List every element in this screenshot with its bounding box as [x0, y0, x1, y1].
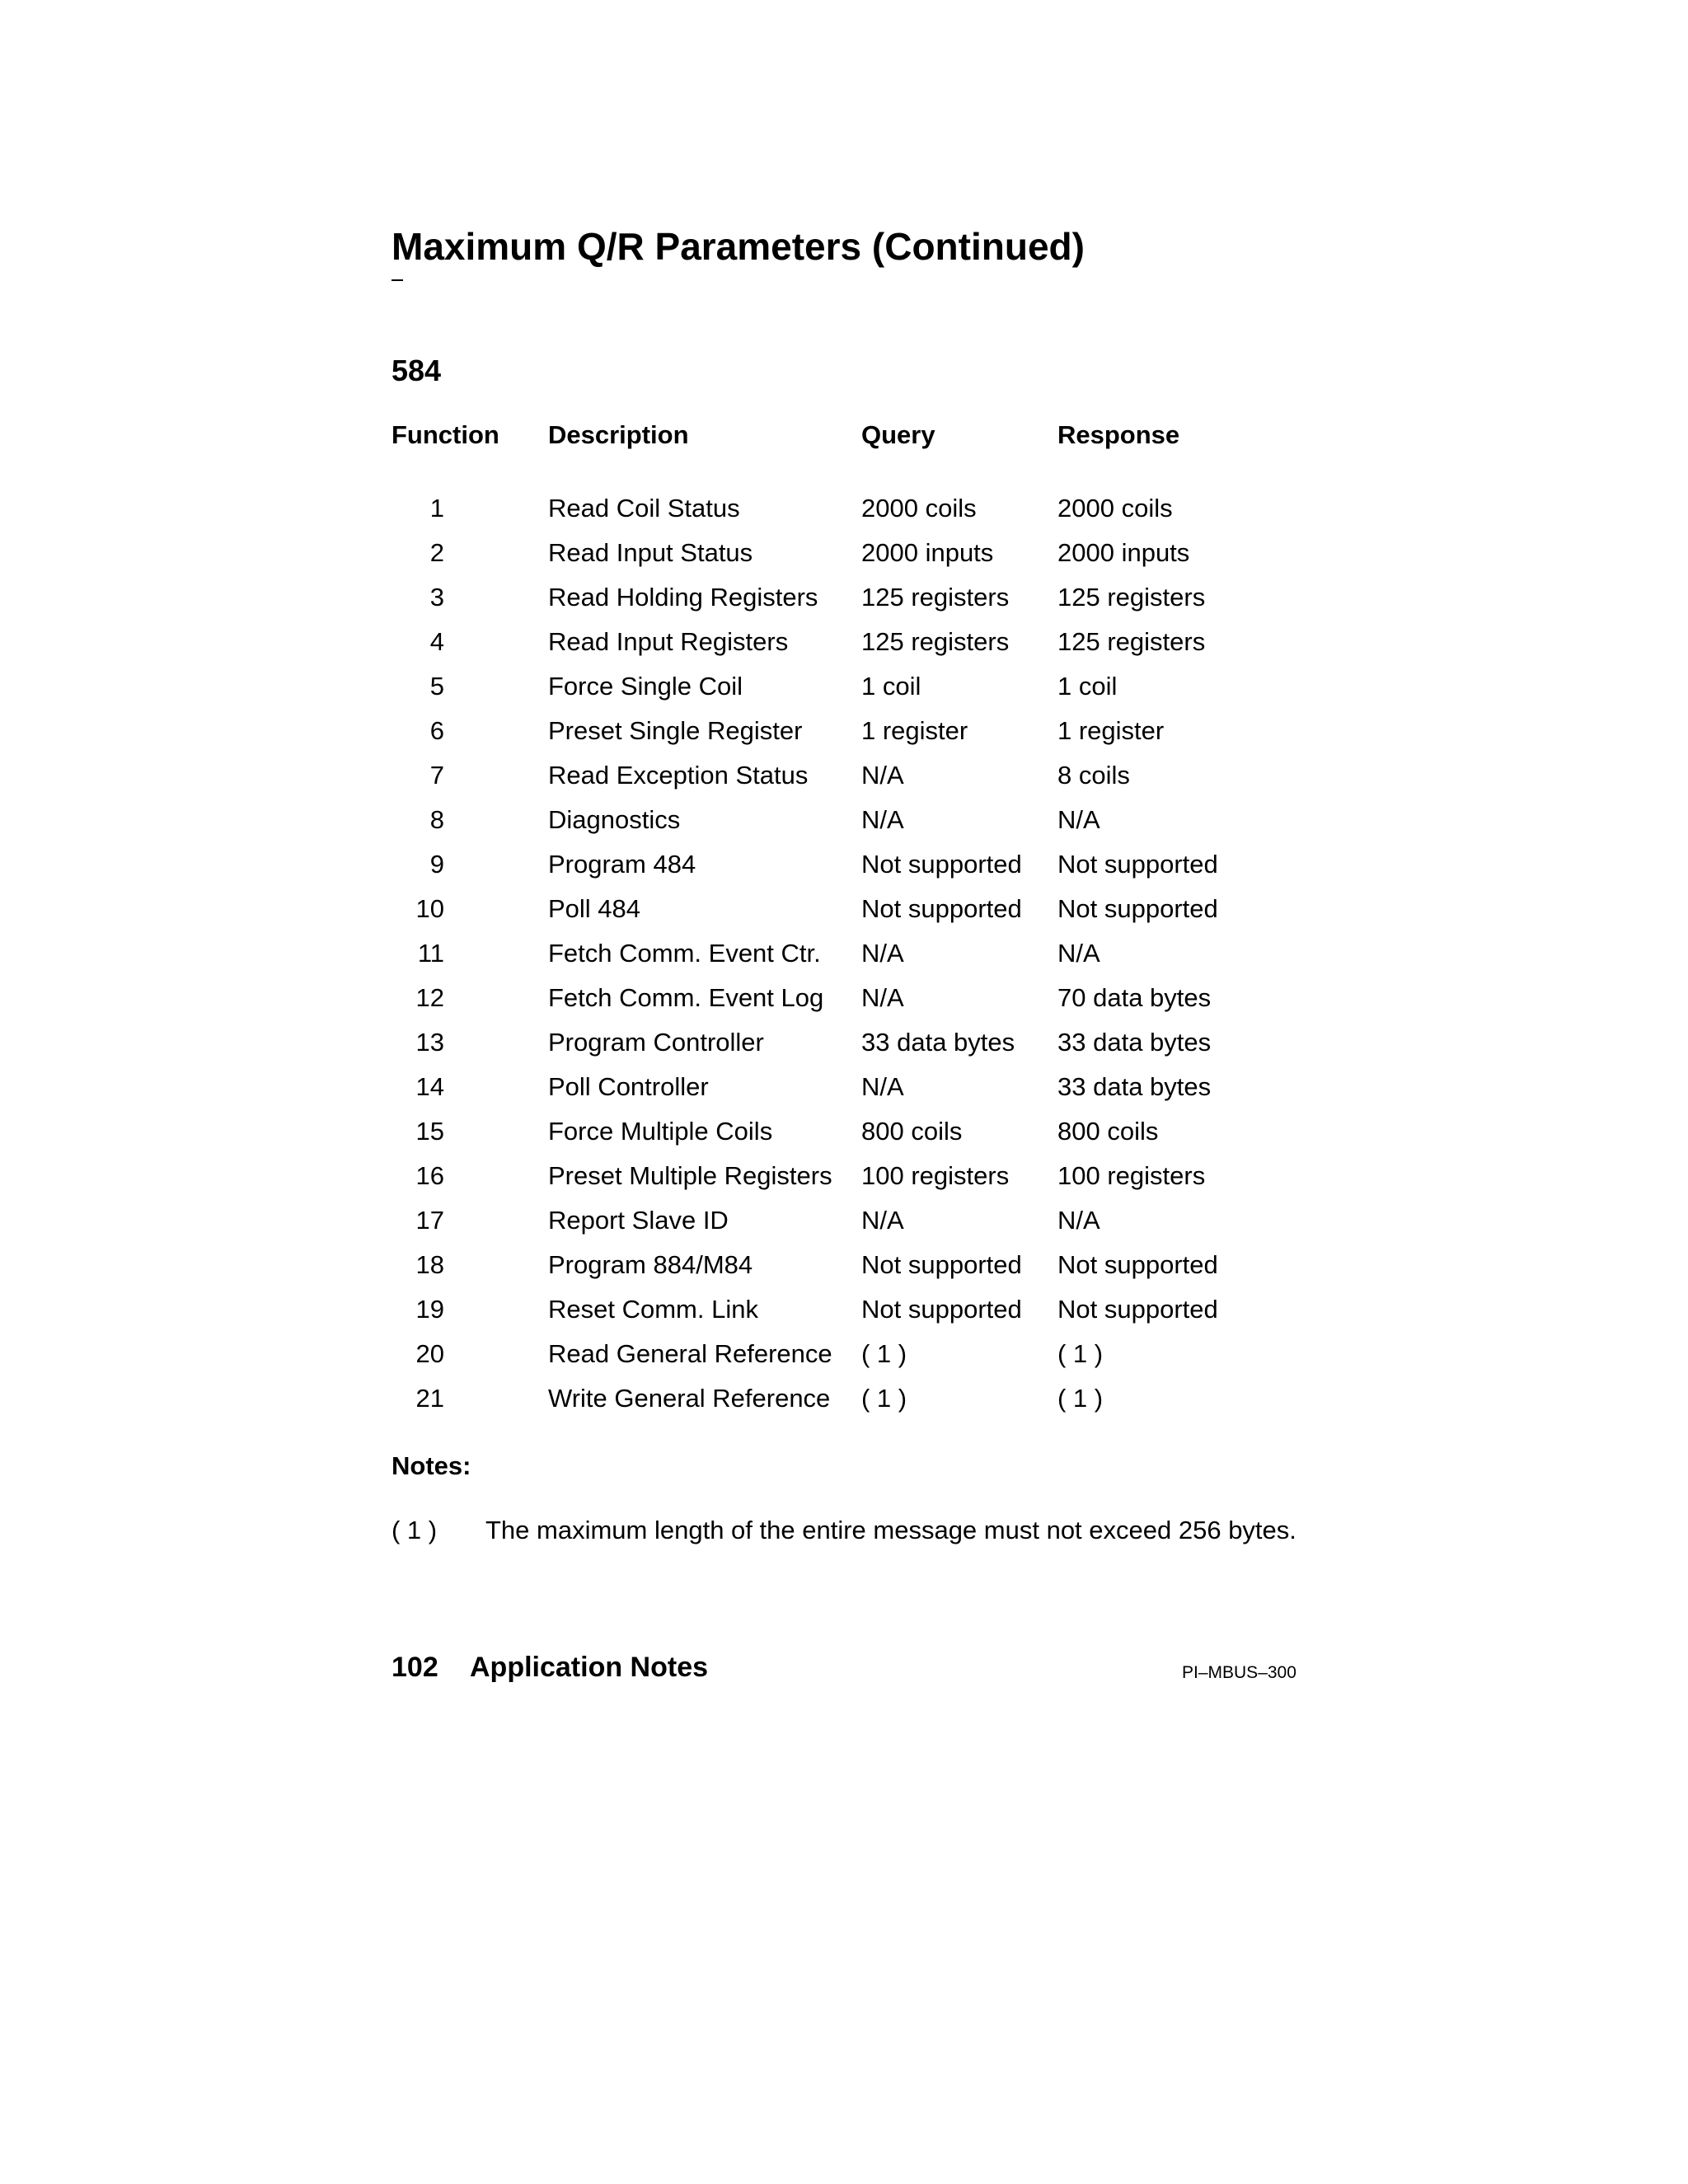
cell-response: N/A: [1057, 939, 1100, 968]
cell-query: Not supported: [861, 850, 1022, 879]
cell-response: 100 registers: [1057, 1161, 1206, 1190]
cell-response: 2000 inputs: [1057, 538, 1190, 567]
cell-function: 19: [415, 1295, 444, 1324]
cell-description: Force Single Coil: [548, 672, 743, 701]
cell-query: 125 registers: [861, 627, 1010, 656]
cell-response: Not supported: [1057, 1295, 1218, 1324]
cell-query: Not supported: [861, 1295, 1022, 1324]
table-row: [392, 842, 1272, 887]
cell-response: Not supported: [1057, 894, 1218, 923]
cell-response: 33 data bytes: [1057, 1072, 1212, 1101]
table-row: [392, 1109, 1272, 1154]
cell-function: 6: [429, 716, 444, 745]
header-description: Description: [548, 420, 689, 449]
cell-description: Read Coil Status: [548, 494, 740, 523]
cell-response: Not supported: [1057, 850, 1218, 879]
cell-description: Diagnostics: [548, 805, 681, 834]
cell-response: 125 registers: [1057, 583, 1206, 612]
note-marker: ( 1 ): [392, 1516, 438, 1544]
cell-description: Program Controller: [548, 1028, 764, 1057]
table-row: [392, 1332, 1272, 1376]
table-row: [392, 1376, 1272, 1421]
cell-function: 13: [415, 1028, 444, 1057]
cell-function: 8: [429, 805, 444, 834]
header-function: Function: [392, 420, 499, 449]
cell-query: Not supported: [861, 894, 1022, 923]
cell-response: 1 register: [1057, 716, 1165, 745]
cell-description: Fetch Comm. Event Log: [548, 983, 824, 1012]
table-row: [392, 931, 1272, 976]
cell-description: Read General Reference: [548, 1339, 832, 1368]
cell-query: ( 1 ): [861, 1384, 907, 1413]
cell-description: Write General Reference: [548, 1384, 831, 1413]
table-row: [392, 709, 1272, 753]
cell-response: Not supported: [1057, 1250, 1218, 1279]
cell-description: Program 484: [548, 850, 696, 879]
cell-function: 1: [429, 494, 444, 523]
section-heading: 584: [392, 354, 442, 387]
cell-description: Report Slave ID: [548, 1206, 729, 1235]
cell-description: Program 884/M84: [548, 1250, 753, 1279]
cell-query: N/A: [861, 1072, 904, 1101]
cell-description: Preset Multiple Registers: [548, 1161, 832, 1190]
note-text: The maximum length of the entire message must not exceed 256 bytes.: [485, 1516, 1296, 1544]
cell-response: ( 1 ): [1057, 1339, 1104, 1368]
table-row: [392, 531, 1272, 575]
cell-function: 9: [429, 850, 444, 879]
cell-response: 125 registers: [1057, 627, 1206, 656]
footer-document-code: PI–MBUS–300: [1182, 1663, 1296, 1682]
cell-query: N/A: [861, 939, 904, 968]
cell-query: 100 registers: [861, 1161, 1010, 1190]
cell-query: ( 1 ): [861, 1339, 907, 1368]
footer-page-number: 102: [392, 1652, 438, 1683]
note-item: [392, 1516, 1296, 1545]
cell-function: 2: [429, 538, 444, 567]
table-row: [392, 575, 1272, 620]
title-underline-mark: [392, 279, 403, 281]
table-row: [392, 976, 1272, 1020]
cell-function: 12: [415, 983, 444, 1012]
table-row: [392, 1154, 1272, 1198]
cell-function: 10: [415, 894, 444, 923]
cell-query: 33 data bytes: [861, 1028, 1015, 1057]
cell-description: Read Input Status: [548, 538, 753, 567]
cell-description: Force Multiple Coils: [548, 1117, 773, 1146]
cell-function: 15: [415, 1117, 444, 1146]
table-row: [392, 887, 1272, 931]
cell-function: 14: [415, 1072, 444, 1101]
cell-description: Read Exception Status: [548, 761, 809, 790]
table-row: [392, 1287, 1272, 1332]
table-row: [392, 753, 1272, 798]
cell-description: Read Holding Registers: [548, 583, 818, 612]
cell-function: 18: [415, 1250, 444, 1279]
cell-response: N/A: [1057, 805, 1100, 834]
cell-description: Fetch Comm. Event Ctr.: [548, 939, 821, 968]
cell-response: ( 1 ): [1057, 1384, 1104, 1413]
cell-function: 5: [429, 672, 444, 701]
header-query: Query: [861, 420, 935, 449]
table-row: [392, 486, 1272, 531]
cell-function: 16: [415, 1161, 444, 1190]
cell-response: 8 coils: [1057, 761, 1130, 790]
cell-function: 3: [429, 583, 444, 612]
cell-response: N/A: [1057, 1206, 1100, 1235]
cell-query: 800 coils: [861, 1117, 963, 1146]
cell-description: Read Input Registers: [548, 627, 789, 656]
cell-query: Not supported: [861, 1250, 1022, 1279]
cell-function: 17: [415, 1206, 444, 1235]
notes-heading: Notes:: [392, 1451, 471, 1480]
cell-description: Reset Comm. Link: [548, 1295, 758, 1324]
table-body: [392, 486, 1272, 1421]
cell-query: 125 registers: [861, 583, 1010, 612]
cell-query: N/A: [861, 805, 904, 834]
cell-function: 4: [429, 627, 444, 656]
table-row: [392, 664, 1272, 709]
footer-section-title: Application Notes: [470, 1652, 709, 1683]
cell-query: 2000 coils: [861, 494, 977, 523]
cell-description: Preset Single Register: [548, 716, 803, 745]
cell-query: N/A: [861, 1206, 904, 1235]
table-row: [392, 798, 1272, 842]
cell-query: 2000 inputs: [861, 538, 994, 567]
table-row: [392, 1020, 1272, 1065]
table-header-row: [392, 420, 1272, 486]
table-row: [392, 1065, 1272, 1109]
cell-query: 1 coil: [861, 672, 921, 701]
cell-query: 1 register: [861, 716, 968, 745]
cell-response: 2000 coils: [1057, 494, 1173, 523]
table-row: [392, 620, 1272, 664]
cell-function: 7: [429, 761, 444, 790]
cell-response: 800 coils: [1057, 1117, 1159, 1146]
page-title: Maximum Q/R Parameters (Continued): [392, 225, 1085, 268]
cell-function: 11: [417, 939, 444, 968]
cell-response: 70 data bytes: [1057, 983, 1212, 1012]
qr-parameters-table: [392, 420, 1272, 1421]
cell-query: N/A: [861, 983, 904, 1012]
cell-function: 21: [415, 1384, 444, 1413]
cell-function: 20: [415, 1339, 444, 1368]
table-row: [392, 1198, 1272, 1243]
cell-response: 1 coil: [1057, 672, 1118, 701]
cell-description: Poll 484: [548, 894, 641, 923]
cell-response: 33 data bytes: [1057, 1028, 1212, 1057]
header-response: Response: [1057, 420, 1180, 449]
cell-description: Poll Controller: [548, 1072, 709, 1101]
table-row: [392, 1243, 1272, 1287]
cell-query: N/A: [861, 761, 904, 790]
